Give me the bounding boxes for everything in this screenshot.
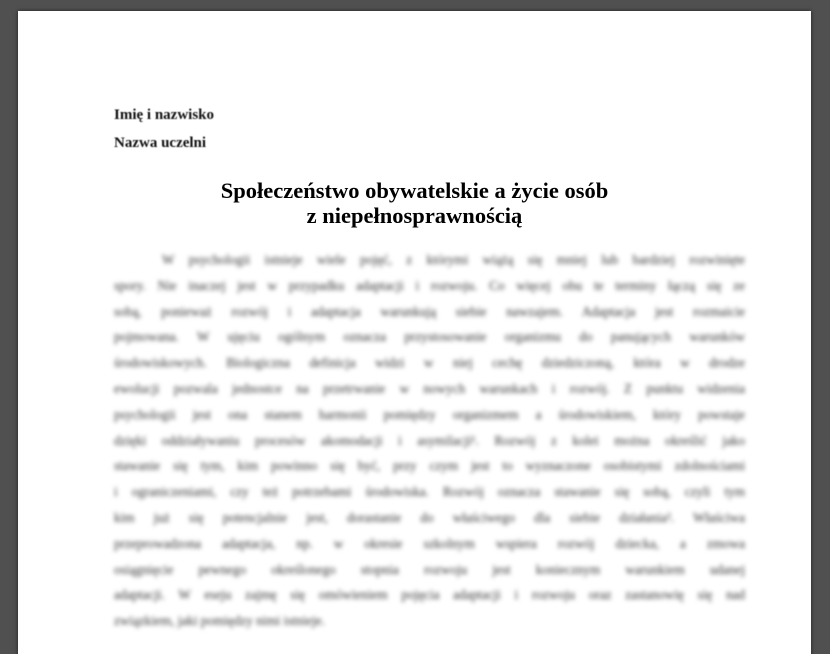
blurred-body-text (114, 247, 745, 634)
body-line: stawanie się tym, kim powinno się być, przy czym jest to wyznaczone osobistymi zdolnościami (114, 458, 745, 474)
body-line: przeprowadzona adaptacja, np. w okresie szkolnym wspiera rozwój dziecka, a zmowa (114, 535, 745, 551)
author-name: Imię i nazwisko (114, 107, 215, 123)
body-line: ewolucji pozwala jednostce na przetrwanie w nowych warunkach i rozwój. Z punktu widzenia (114, 380, 745, 396)
title-line-2: z niepełnosprawnością (306, 203, 523, 228)
body-line: W psychologii istnieje wiele pojęć, z którymi wiążą się mniej lub bardziej rozwinięte (162, 252, 745, 267)
body-line: psychologii jest ona stanem harmonii pomiędzy organizmem a środowiskiem, który powstaje (114, 406, 745, 422)
document-title (18, 178, 811, 228)
body-line: dzięki oddziaływaniu procesów akomodacji i asymilacji¹. Rozwój z kolei można określić jako (114, 432, 745, 448)
body-line: środowiskowych. Biologiczna definicja widzi w niej cechę dziedziczoną, która w drodze (114, 355, 745, 371)
document-page (18, 11, 811, 654)
title-line-1: Społeczeństwo obywatelskie a życie osób (220, 178, 609, 203)
body-line: kim już się potencjalnie jest, dorastanie do właściwego dla siebie działania². Właściwa (114, 509, 745, 525)
university-name: Nazwa uczelni (114, 135, 207, 151)
body-line: spory. Nie inaczej jest w przypadku adaptacji i rozwoju. Co więcej obu te terminy łączą się ze (114, 277, 745, 293)
body-line: osiągnięcie pewnego określonego stopnia rozwoju jest koniecznym warunkiem udanej (114, 561, 745, 577)
body-line: pojmowana. W ujęciu ogólnym oznacza przystosowanie organizmu do panujących warunków (114, 329, 745, 345)
body-line: sobą, ponieważ rozwój i adaptacja warunkują siebie nawzajem. Adaptacja jest rozmaicie (114, 303, 745, 319)
body-line: i ograniczeniami, czy też potrzebami środowiska. Rozwój oznacza stawanie się sobą, czyli tym (114, 484, 745, 500)
body-line: związkiem, jaki pomiędzy nimi istnieje. (114, 613, 325, 629)
body-line: adaptacji. W eseju zajmę się omówieniem pojęcia adaptacji i rozwoju oraz zastanowię się nad (114, 587, 745, 603)
